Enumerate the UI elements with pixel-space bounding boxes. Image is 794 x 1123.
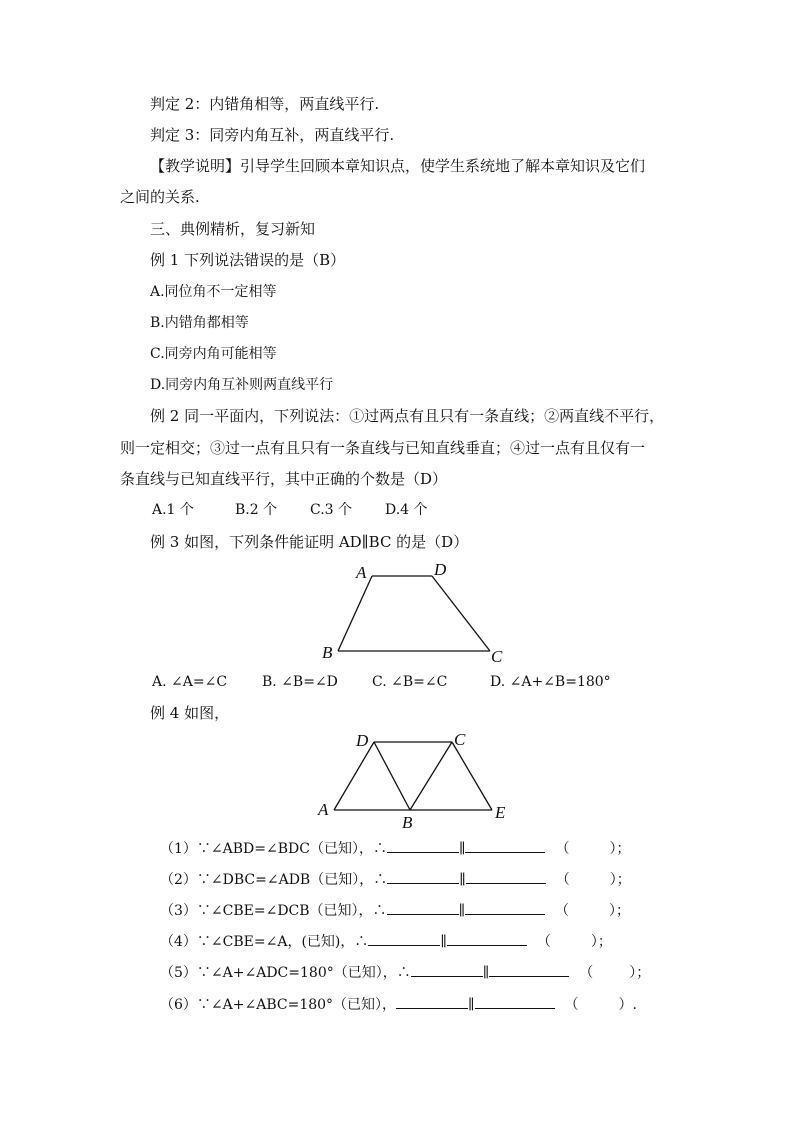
- fill-blank[interactable]: [387, 900, 459, 915]
- parallel-symbol: ∥: [468, 997, 475, 1013]
- reason-open-paren: （: [536, 934, 551, 950]
- reason-close: ）；: [609, 903, 631, 919]
- label-c: C: [491, 647, 503, 666]
- fill-blank[interactable]: [387, 869, 459, 884]
- example1-option-d: D.同旁内角互补则两直线平行: [150, 377, 334, 393]
- label-c: C: [454, 730, 466, 749]
- label-a: A: [318, 800, 329, 819]
- example4-stem: 例 4 如图，: [150, 704, 230, 722]
- parallel-symbol: ∥: [458, 903, 466, 919]
- question-2: [160, 869, 631, 890]
- reason-close: ）；: [609, 872, 631, 888]
- fill-blank[interactable]: [475, 994, 555, 1009]
- example2-option-d: D.4 个: [385, 502, 428, 518]
- reason-open-paren: （: [579, 965, 594, 981]
- example2-option-c: C.3 个: [310, 502, 353, 518]
- reason-close: ）；: [609, 841, 631, 857]
- question-6: [160, 994, 637, 1015]
- fill-blank[interactable]: [387, 838, 459, 853]
- segment-dc: [432, 576, 490, 651]
- example1-option-a: A.同位角不一定相等: [150, 284, 277, 300]
- triangles-figure: [310, 728, 520, 834]
- example2-line3: 条直线与已知直线平行，其中正确的个数是（D）: [120, 470, 448, 488]
- reason-open-paren: （: [555, 872, 570, 888]
- question-number: （2）: [160, 872, 197, 888]
- question-text: ∵∠CBE=∠A，(已知)，∴: [196, 934, 369, 950]
- reason-open-paren: （: [564, 997, 579, 1013]
- question-number: （5）: [160, 965, 197, 981]
- example2-option-b: B.2 个: [235, 502, 278, 518]
- fill-blank[interactable]: [396, 994, 468, 1009]
- question-text: ∵∠A+∠ABC=180°（已知），: [196, 997, 397, 1013]
- example3-option-a: A. ∠A=∠C: [152, 674, 228, 690]
- example1-option-b: B.内错角都相等: [150, 315, 249, 331]
- teaching-note-line2: 之间的关系.: [120, 188, 200, 206]
- segment-db: [374, 742, 410, 810]
- question-3: [160, 900, 630, 921]
- label-e: E: [495, 803, 506, 822]
- label-b: B: [402, 813, 413, 832]
- criterion-3: 判定 3：同旁内角互补，两直线平行.: [150, 126, 395, 144]
- segment-cb: [410, 742, 452, 810]
- example2-line2: 则一定相交；③过一点有且只有一条直线与已知直线垂直；④过一点有且仅有一: [120, 439, 646, 457]
- reason-open-paren: （: [555, 841, 570, 857]
- label-b: B: [322, 643, 333, 662]
- fill-blank[interactable]: [447, 931, 527, 946]
- section-heading: 三、典例精析，复习新知: [150, 220, 316, 238]
- teaching-note-line1: 【教学说明】引导学生回顾本章知识点，使学生系统地了解本章知识及它们: [150, 157, 646, 175]
- fill-blank[interactable]: [466, 869, 546, 884]
- parallel-symbol: ∥: [458, 841, 466, 857]
- parallel-symbol: ∥: [459, 872, 466, 888]
- reason-open-paren: （: [555, 903, 570, 919]
- reason-close: ）.: [618, 997, 637, 1013]
- example3-stem: 例 3 如图，下列条件能证明 AD∥BC 的是（D）: [150, 533, 469, 551]
- question-number: （3）: [160, 903, 197, 919]
- question-text: ∵∠CBE=∠DCB（已知），∴: [196, 903, 387, 919]
- example1-stem: 例 1 下列说法错误的是（B）: [150, 251, 346, 269]
- example3-option-d: D. ∠A+∠B=180°: [490, 674, 611, 690]
- question-number: （6）: [160, 997, 197, 1013]
- segment-ab: [338, 576, 372, 651]
- label-a: A: [356, 563, 367, 582]
- question-1: [160, 838, 630, 859]
- question-number: （4）: [160, 934, 197, 950]
- fill-blank[interactable]: [465, 900, 545, 915]
- question-text: ∵∠DBC=∠ADB（已知），∴: [196, 872, 388, 888]
- reason-close: ）；: [590, 934, 612, 950]
- question-5: [160, 962, 650, 983]
- segment-da: [334, 742, 374, 810]
- label-d: D: [434, 560, 447, 579]
- question-text: ∵∠ABD=∠BDC（已知），∴: [196, 841, 387, 857]
- criterion-2: 判定 2：内错角相等，两直线平行.: [150, 95, 380, 113]
- trapezoid-figure: [310, 558, 520, 668]
- parallel-symbol: ∥: [482, 965, 490, 981]
- parallel-symbol: ∥: [440, 934, 447, 950]
- segment-ce: [452, 742, 492, 810]
- example2-option-a: A.1 个: [152, 502, 194, 518]
- fill-blank[interactable]: [489, 962, 569, 977]
- example2-line1: 例 2 同一平面内，下列说法：①过两点有且只有一条直线；②两直线不平行，: [150, 407, 665, 425]
- fill-blank[interactable]: [368, 931, 440, 946]
- question-4: [160, 931, 612, 952]
- label-d: D: [356, 731, 369, 750]
- fill-blank[interactable]: [465, 838, 545, 853]
- fill-blank[interactable]: [411, 962, 483, 977]
- question-number: （1）: [160, 841, 197, 857]
- example1-option-c: C.同旁内角可能相等: [150, 346, 277, 362]
- example3-option-c: C. ∠B=∠C: [372, 674, 448, 690]
- question-text: ∵∠A+∠ADC=180°（已知），∴: [196, 965, 411, 981]
- reason-close: ）；: [629, 965, 651, 981]
- example3-option-b: B. ∠B=∠D: [262, 674, 338, 690]
